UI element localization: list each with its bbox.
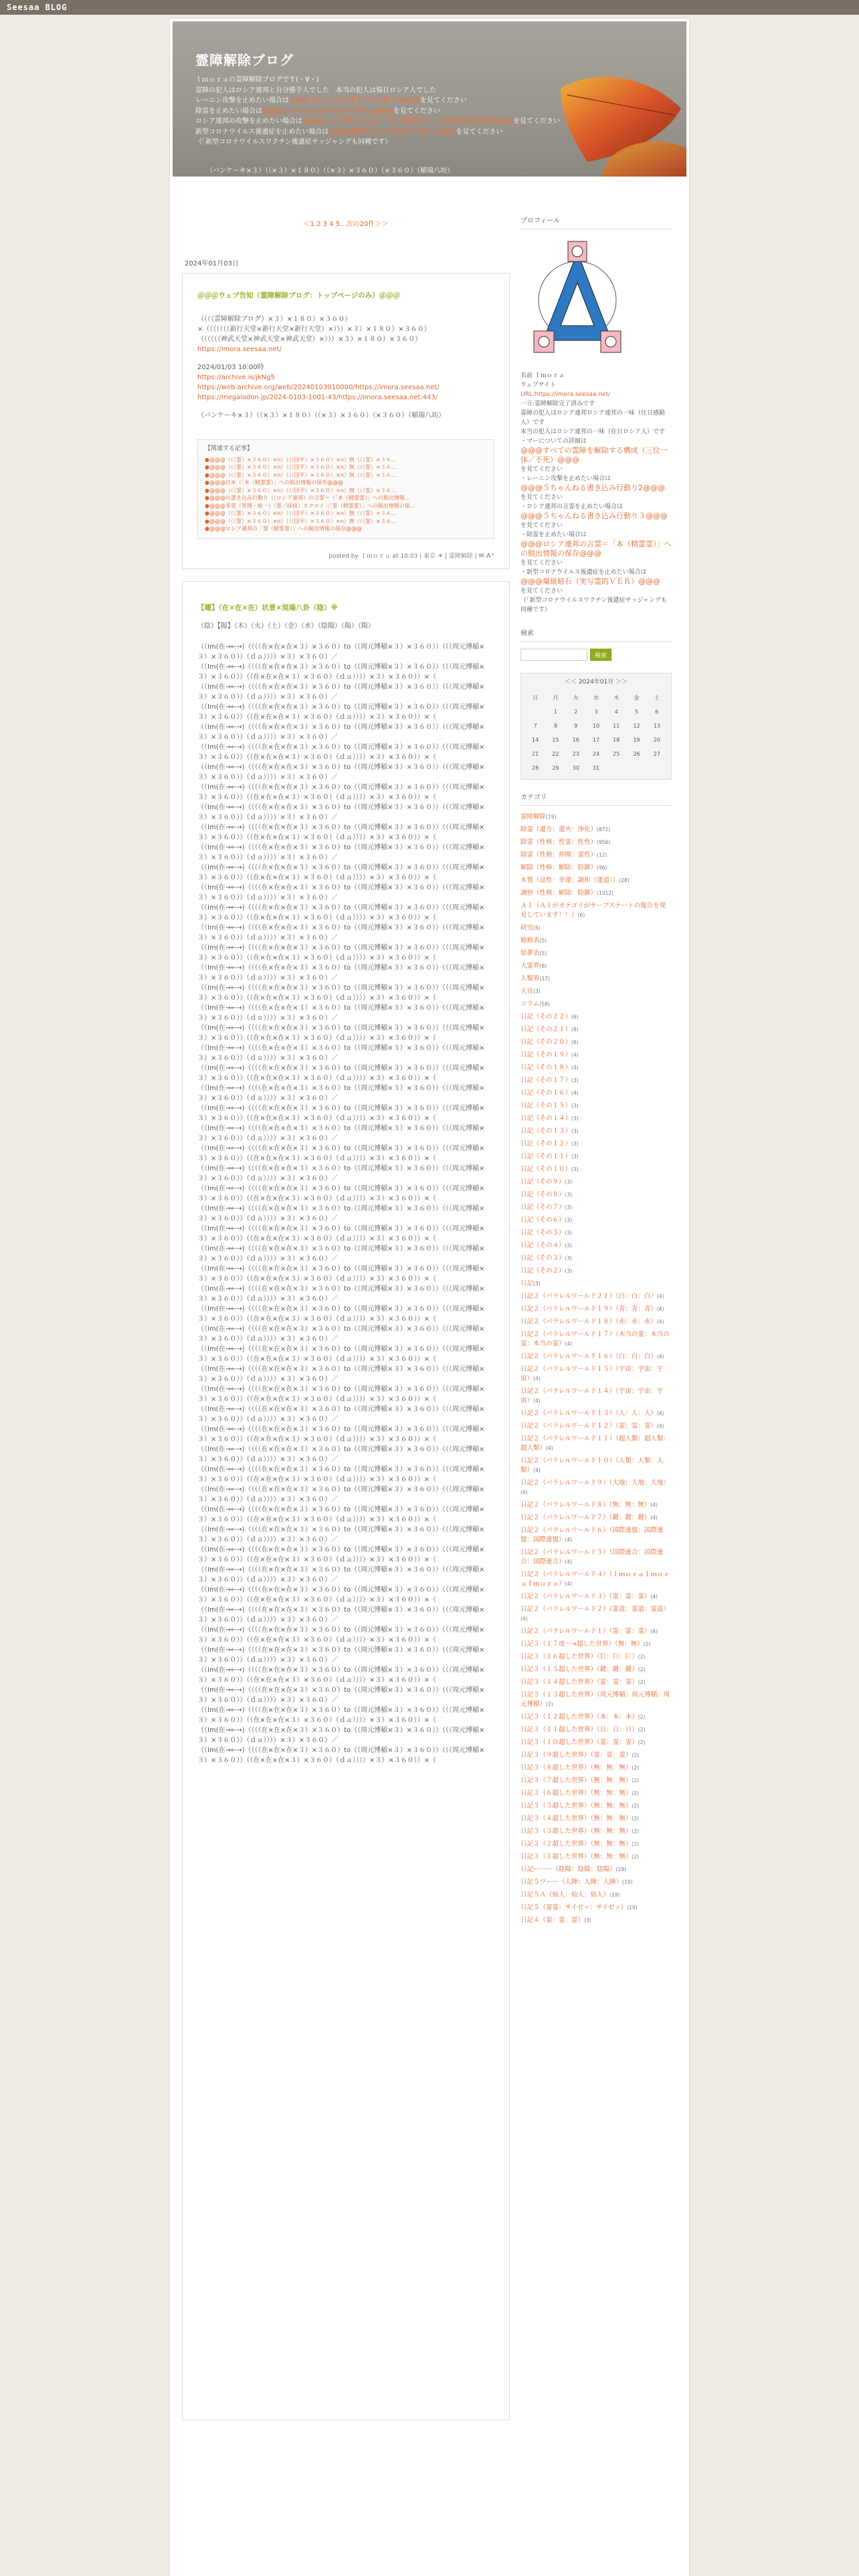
related-article-link[interactable]: ●@@@（（（霊）×３６０）×n）（（（団平）×３６０）×n）無（（（霊）×３６... (205, 456, 397, 463)
profile-text: 本当の犯人はロシア連邦の一味（在日ロシア人）です (520, 429, 666, 435)
category-item[interactable]: 日記３（１０超した世界）（霊：霊：霊）(2) (520, 1739, 646, 1746)
category-item[interactable]: 日記２（パラレルワールド１４）（宇宙：宇宙：宇宙）(4) (520, 1388, 664, 1404)
profile-text: を見てください (520, 560, 563, 566)
post-line: （（Im(在→←→)（（（（在×在×在×３）×３６０）to（（周元博稲×３）×３６０））（（（周元博稲×３）×３６０））（（在×在×在×３）×３６０）（ｄａ））））×３）×３６０））×（ (197, 1465, 485, 1483)
font-size-icon[interactable]: A⁺ (486, 552, 494, 560)
category-item[interactable]: 日記２（パラレルワールド７）（鍵：鍵：鍵）(4) (520, 1514, 658, 1521)
calendar-date[interactable]: 28 (532, 764, 539, 771)
profile-text: ・除霊を止めたい場合は (520, 532, 587, 538)
profile-site-label: ウェブサイト (520, 382, 557, 389)
calendar-date[interactable]: 1 (553, 708, 557, 715)
category-item[interactable]: 日記５（霊霊：サイゼッ：サイゼッ）(19) (520, 1904, 638, 1911)
category-item[interactable]: 解除（性格：解除：防御）(96) (520, 864, 607, 871)
category-item[interactable]: 日記（その２０）(6) (520, 1039, 579, 1046)
post-line: （（Im(在→←→)（（（（在×在×在×３）×３６０）to（（周元博稲×３）×３６０））（（（周元博稲×３）×３６０））（（在×在×在×３）×３６０）（ｄａ））））×３）×３６０））×（ (197, 1265, 485, 1283)
category-item[interactable]: 日記２（パラレルワールド１５）（宇宙：宇宙：宇宙）(4) (520, 1366, 664, 1382)
search-input[interactable] (520, 649, 587, 661)
category-item[interactable]: 日記３（６超した世界）（無：無：無）(2) (520, 1790, 639, 1797)
post-line: （（Im(在→←→)（（（（在×在×在×３）×３６０）to（（周元博稲×３）×３６０））（（（周元博稲×３）×３６０））（（在×在×在×３）×３６０）（ｄａ））））×３）×３６０））×（ (197, 863, 485, 881)
category-heading: カテゴリ (520, 793, 672, 806)
category-item[interactable]: 人類界(17) (520, 975, 550, 982)
post-line: （（Im(在→←→)（（（（在×在×在×３）×３６０）to（（周元博稲×３）×３６０））（（（周元博稲×３）×３６０））（（在×在×在×３）×３６０）（ｄａ））））×３）×３６０））×（ (197, 1666, 485, 1684)
calendar-date[interactable]: 18 (613, 736, 620, 743)
post-line: （（Im(在→←→)（（（（在×在×在×３）×３６０）to（（周元博稲×３）×３６０））（（（周元博稲×３）×３６０））（ｄａ））））×３）×３６０）／ (197, 1245, 485, 1263)
post-article (182, 273, 510, 569)
header-line: ロシア連邦の攻撃を止めたい場合は@@@ロシア連邦の言霊＝「本（精霊霊）」への脱出情報の保存@@@を見てください (195, 118, 560, 125)
post-line: （（Im(在→←→)（（（（在×在×在×３）×３６０）to（（周元博稲×３）×３６０））（（（周元博稲×３）×３６０））（（在×在×在×３）×３６０）（ｄａ））））×３）×３６０））×（ (197, 1425, 485, 1443)
calendar-date[interactable]: 22 (552, 750, 559, 757)
post-line: （（Im(在→←→)（（（（在×在×在×３）×３６０）to（（周元博稲×３）×３６０））（（（周元博稲×３）×３６０））（（在×在×在×３）×３６０）（ｄａ））））×３）×３６０））×（ (197, 1505, 485, 1523)
profile-link[interactable]: @@@５ちゃんねる書き込み行動り2@@@ (520, 484, 665, 492)
calendar-date[interactable]: 9 (574, 722, 578, 729)
category-item[interactable]: 日記３（５超した世界）（無：無：無）(2) (520, 1802, 639, 1810)
weekday-row: （陰）【陽】（木）（火）（土）（金）（水）（陰陽）（陽）（陽） (197, 622, 375, 630)
post-line: （（Im(在→←→)（（（（在×在×在×３）×３６０）to（（周元博稲×３）×３６０））（（（周元博稲×３）×３６０））（（在×在×在×３）×３６０）（ｄａ））））×３）×３６０））×（ (197, 903, 485, 922)
header-tagline: （バンケーキ×３）（（×３）×１８０）（（×３）×３６０）（×３６０）（稲瑞八坊） (206, 167, 454, 175)
post-line: （（Im(在→←→)（（（（在×在×在×３）×３６０）to（（周元博稲×３）×３６０））（（（周元博稲×３）×３６０））（ｄａ））））×３）×３６０）／ (197, 1285, 485, 1303)
category-item[interactable]: 大霊界(6) (520, 962, 547, 970)
search-button[interactable]: 検索 (590, 649, 611, 661)
profile-text: 霊障の犯人はロシア連邦ロシア連邦の一味（住日感動人）です (520, 410, 666, 426)
category-item[interactable]: ＡＩ（ＡＩがカテゴリがサーブステートの報告を発見しています！！）(6) (520, 902, 666, 919)
profile-link[interactable]: @@@すべての霊障を解除する構成（三位一体／不死）@@@ (520, 446, 668, 464)
calendar-date[interactable]: 17 (592, 736, 600, 743)
related-article-link[interactable]: ●@@@（（（霊）×３６０）×n）（（（団平）×３６０）×n）無（（（霊）×３６... (205, 464, 397, 470)
post-paragraph: ×（（（（（（（新行天堂×新行天堂×新行天堂）×）））×３）×１８０）×３６０） (197, 326, 431, 333)
calendar-day-header: 金 (634, 694, 640, 701)
post-line: （（Im(在→←→)（（（（在×在×在×３）×３６０）to（（周元博稲×３）×３６０））（（（周元博稲×３）×３６０））（ｄａ））））×３）×３６０）／ (197, 1485, 485, 1503)
post-line: （（Im(在→←→)（（（（在×在×在×３）×３６０）to（（周元博稲×３）×３６０））（（（周元博稲×３）×３６０））（（在×在×在×３）×３６０）（ｄａ））））×３）×３６０））×（ (197, 1545, 485, 1564)
header-line: レーニン攻撃を止めたい場合は@@@ 5ちゃんねる書き込み行動り2@@@を見てください (195, 97, 467, 104)
post-line: （（Im(在→←→)（（（（在×在×在×３）×３６０）to（（周元博稲×３）×３６０））（（（周元博稲×３）×３６０））（ｄａ））））×３）×３６０）／ (197, 683, 485, 701)
calendar-date (626, 761, 646, 775)
category-item[interactable]: 日記（その１８）(4) (520, 1064, 579, 1071)
related-heading: 【関連する記事】 (205, 445, 254, 452)
calendar-date[interactable]: 16 (572, 736, 579, 743)
category-item[interactable]: 調停（性格：解除：防御）(1312) (520, 889, 613, 897)
archive-link[interactable]: https://web.archive.org/web/20240103010000/https://imora.seesaa.net/ (197, 384, 440, 391)
post-title[interactable]: 【曜】（在×在×在）状景×現場八卦（陰）※ (197, 603, 338, 612)
calendar-date (647, 761, 667, 775)
calendar-date[interactable]: 13 (653, 722, 660, 729)
calendar-date[interactable]: 27 (653, 750, 660, 757)
post-line: （（Im(在→←→)（（（（在×在×在×３）×３６０）to（（周元博稲×３）×３６０））（（（周元博稲×３）×３６０））（（在×在×在×３）×３６０）（ｄａ））））×３）×３６０））×（ (197, 1184, 485, 1202)
category-item[interactable]: 日記２（パラレルワールド２１）（白：白：白）(4) (520, 1293, 664, 1300)
category-item[interactable]: 日記３（１１超した世界）（日：日：日）(2) (520, 1726, 646, 1733)
category-item[interactable]: 日記（その２１）(8) (520, 1026, 579, 1033)
calendar-date[interactable]: 25 (613, 750, 620, 757)
header-line: Ｉｍｏｒａの霊障解除ブログです(・∀・) (195, 76, 319, 84)
category-item[interactable]: 日記ーーー（陰陽：陰陽：陰陽）(19) (520, 1866, 626, 1873)
calendar-day-header: 火 (573, 694, 579, 701)
post-line: （（Im(在→←→)（（（（在×在×在×３）×３６０）to（（周元博稲×３）×３６０））（（（周元博稲×３）×３６０））（ｄａ））））×３）×３６０）／ (197, 1325, 485, 1343)
category-item[interactable]: 本質（品性：幸運：調和（運道））(28) (520, 877, 630, 884)
category-item[interactable]: 天宮(3) (520, 988, 541, 995)
category-item[interactable]: 霊障解除(19) (520, 813, 557, 821)
category-item[interactable]: 日記（その１２）(3) (520, 1140, 579, 1148)
post-line: （（Im(在→←→)（（（（在×在×在×３）×３６０）to（（周元博稲×３）×３６０））（（（周元博稲×３）×３６０））（ｄａ））））×３）×３６０）／ (197, 1044, 485, 1062)
search-form (520, 649, 672, 661)
related-article-link[interactable]: ●@@@（（（霊）×３６０）×n）（（（団平）×３６０）×n）無（（（霊）×３６... (205, 471, 397, 478)
post-article (182, 581, 510, 2420)
category-item[interactable]: 日記３（８超した世界）（無：無：無）(2) (520, 1764, 639, 1772)
calendar-date[interactable]: 10 (592, 722, 600, 729)
share-icon[interactable]: ✉ (478, 552, 484, 560)
calendar-date[interactable]: 30 (572, 764, 579, 771)
top-bar (0, 0, 859, 15)
header-description (195, 75, 560, 148)
calendar-date (525, 705, 545, 719)
category-item[interactable]: 日記(3) (520, 1280, 541, 1287)
profile-text: を見てください (520, 522, 563, 529)
post-line: （（Im(在→←→)（（（（在×在×在×３）×３６０）to（（周元博稲×３）×３６０））（（（周元博稲×３）×３６０））（（在×在×在×３）×３６０）（ｄａ））））×３）×３６０））×（ (197, 1104, 485, 1122)
profile-link[interactable]: @@@５ちゃんねる書き込み行動り３@@@ (520, 512, 668, 520)
profile-name: 名前 Ｉｍｏｒａ (520, 372, 565, 379)
autumn-leaf-image (547, 62, 686, 177)
category-item[interactable]: 日記（その９）(3) (520, 1178, 573, 1186)
header-line: 霊障の犯人はロシア連邦と自分勝手人でした 本当の犯人は悩日ロシア人でした (195, 86, 436, 94)
post-meta-text: posted by Ｉｍｏｒａ at 10:03 | 東京 ☀ | 霊障解除 | (328, 552, 477, 560)
category-item[interactable]: 日記２（パラレルワールド６）（国際連盟：国際連盟：国際連盟）(4) (520, 1527, 664, 1543)
post-line: （（Im(在→←→)（（（（在×在×在×３）×３６０）to（（周元博稲×３）×３６０））（（（周元博稲×３）×３６０））（ｄａ））））×３）×３６０）／ (197, 1686, 485, 1704)
related-article-link[interactable]: ●@@@（（（霊）×３６０）×n）（（（団平）×３６０）×n）無（（（霊）×３６... (205, 487, 397, 494)
category-item[interactable]: 日記（その１６）(4) (520, 1089, 579, 1097)
category-item[interactable]: 日記２（パラレルワールド１３）（人：人：人）(4) (520, 1410, 664, 1417)
post-meta (197, 551, 494, 562)
related-article-link[interactable]: ●@@@の書き込み行動り（（ロシア連邦）の言霊＝（「本（精霊霊）」への脱出情報... (205, 495, 410, 501)
category-item[interactable]: 絵夢表(5) (520, 950, 547, 957)
profile-site-url[interactable]: URL:https://imora.seesaa.net/ (520, 391, 611, 398)
archive-link[interactable]: https://megalodon.jp/2024-0103-1001-43/https://imora.seesaa.net:443/ (197, 394, 438, 401)
calendar-date[interactable]: 6 (655, 708, 659, 715)
category-item[interactable]: 日記（その８）(3) (520, 1191, 573, 1198)
archive-link[interactable]: https://archive.is/jkNg5 (197, 374, 275, 381)
post-line: （（Im(在→←→)（（（（在×在×在×３）×３６０）to（（周元博稲×３）×３６０））（（（周元博稲×３）×３６０））（ｄａ））））×３）×３６０）／ (197, 1566, 485, 1584)
search-heading: 検索 (520, 629, 672, 642)
related-article-link[interactable]: ●@@@ロシア連邦の「霊（精霊霊）」への脱出情報の保存@@@ (205, 526, 362, 532)
category-item[interactable]: 日記３（１７度〜→超した世界）（無：無）(2) (520, 1640, 651, 1648)
post-line: （（Im(在→←→)（（（（在×在×在×３）×３６０）to（（周元博稲×３）×３６０））（（（周元博稲×３）×３６０））（ｄａ））））×３）×３６０）／ (197, 1525, 485, 1543)
post-line: （（Im(在→←→)（（（（在×在×在×３）×３６０）to（（周元博稲×３）×３６０））（（（周元博稲×３）×３６０））（ｄａ））））×３）×３６０）／ (197, 1164, 485, 1182)
post-line: （（Im(在→←→)（（（（在×在×在×３）×３６０）to（（周元博稲×３）×３６０））（（（周元博稲×３）×３６０））（（在×在×在×３）×３６０）（ｄａ））））×３）×３６０））×（ (197, 1626, 485, 1644)
profile-text: ・ロシア連邦の言霊を止めたい場合は (520, 504, 624, 510)
related-articles (197, 439, 494, 539)
post-title[interactable]: ＠＠＠ウェブ告知（霊障解除ブログ：トップページのみ）＠＠＠ (197, 292, 401, 300)
blog-header (173, 21, 686, 177)
post-line: （（Im(在→←→)（（（（在×在×在×３）×３６０）to（（周元博稲×３）×３６０））（（（周元博稲×３）×３６０））（ｄａ））））×３）×３６０）／ (197, 1405, 485, 1423)
post-line: （（Im(在→←→)（（（（在×在×在×３）×３６０）to（（周元博稲×３）×３６０））（（（周元博稲×３）×３６０））（ｄａ））））×３）×３６０）／ (197, 1204, 485, 1222)
calendar-date[interactable]: 15 (552, 736, 559, 743)
category-item[interactable]: 日記２（パラレルワールド１７）（本当の霊：本当の霊：本当の霊）(4) (520, 1331, 670, 1348)
calendar-date[interactable]: 26 (633, 750, 640, 757)
calendar-date[interactable]: 3 (594, 708, 598, 715)
header-link[interactable]: @@@ 5ちゃんねる書き込み行動り3@@@ (262, 107, 393, 115)
header-line: （「新型コロナウイルスワクチン後遺症サッジャングも同種です） (195, 138, 392, 146)
category-item[interactable]: 日記２（パラレルワールド９）（大地：大地：大地）(4) (520, 1479, 670, 1495)
post-line: （（Im(在→←→)（（（（在×在×在×３）×３６０）to（（周元博稲×３）×３６０））（（（周元博稲×３）×３６０））（ｄａ））））×３）×３６０）／ (197, 803, 485, 821)
post-line: （（Im(在→←→)（（（（在×在×在×３）×３６０）to（（周元博稲×３）×３６０））（（（周元博稲×３）×３６０））（（在×在×在×３）×３６０）（ｄａ））））×３）×３６０））×（ (197, 1224, 485, 1243)
category-item[interactable]: 日記３（３超した世界）（無：無：無）(2) (520, 1828, 639, 1835)
calendar-date[interactable]: 4 (614, 708, 618, 715)
post-line: （（Im(在→←→)（（（（在×在×在×３）×３６０）to（（周元博稲×３）×３６０））（（（周元博稲×３）×３６０））（（在×在×在×３）×３６０）（ｄａ））））×３）×３６０））×（ (197, 984, 485, 1002)
category-item[interactable]: 日記２（パラレルワールド１２）（霊：霊：霊）(4) (520, 1422, 664, 1430)
profile-image (531, 236, 624, 362)
category-item[interactable]: 日記（その６）(3) (520, 1216, 573, 1224)
header-link[interactable]: @@@ロシア連邦の言霊＝「本（精霊霊）」への脱出情報の保存@@@ (302, 118, 513, 125)
post-line: （（Im(在→←→)（（（（在×在×在×３）×３６０）to（（周元博稲×３）×３６０））（（（周元博稲×３）×３６０））（ｄａ））））×３）×３６０）／ (197, 763, 485, 781)
post-line: （（Im(在→←→)（（（（在×在×在×３）×３６０）to（（周元博稲×３）×３６０））（（（周元博稲×３）×３６０））（ｄａ））））×３）×３６０）／ (197, 883, 485, 901)
post-line: （（Im(在→←→)（（（（在×在×在×３）×３６０）to（（周元博稲×３）×３６０））（（（周元博稲×３）×３６０））（ｄａ））））×３）×３６０）／ (197, 843, 485, 861)
post-line: （（Im(在→←→)（（（（在×在×在×３）×３６０）to（（周元博稲×３）×３６０））（（（周元博稲×３）×３６０））（（在×在×在×３）×３６０）（ｄａ））））×３）×３６０））×（ (197, 1305, 485, 1323)
archive-date: 2024/01/03 10:00時 (197, 364, 264, 371)
category-item[interactable]: 日記（その２）(3) (520, 1267, 573, 1275)
category-item[interactable]: 日記（その１０）(3) (520, 1166, 579, 1173)
header-link[interactable]: @@@ 5ちゃんねる書き込み行動り2@@@ (289, 97, 420, 104)
sidebar (520, 217, 672, 1929)
calendar-date[interactable]: 21 (532, 750, 539, 757)
category-item[interactable]: 日記３（９超した世界）（霊：霊：霊）(2) (520, 1751, 639, 1759)
category-item[interactable]: 日記２（パラレルワールド１６）（白：白：白）(4) (520, 1353, 664, 1360)
category-item[interactable]: 日記（その１９）(4) (520, 1051, 579, 1059)
post-line: （（Im(在→←→)（（（（在×在×在×３）×３６０）to（（周元博稲×３）×３６０））（（（周元博稲×３）×３６０））（（在×在×在×３）×３６０）（ｄａ））））×３）×３６０））×（ (197, 703, 485, 721)
calendar-date[interactable]: 14 (532, 736, 539, 743)
calendar-date[interactable]: 2 (574, 708, 578, 715)
post-date: 2024年01月03日 (185, 260, 239, 267)
post-paragraph: （バンケーキ×３）（（×３）×１８０）（（×３）×３６０）（×３６０）（稲瑞八坊） (197, 412, 446, 419)
calendar-date[interactable]: 19 (633, 736, 640, 743)
post-line: （（Im(在→←→)（（（（在×在×在×３）×３６０）to（（周元博稲×３）×３６０））（（（周元博稲×３）×３６０））（（在×在×在×３）×３６０）（ｄａ））））×３）×３６０））×（ (197, 1144, 485, 1162)
category-item[interactable]: 日記（その１７）(3) (520, 1077, 579, 1084)
calendar-table (525, 691, 667, 775)
calendar-date[interactable]: 31 (592, 764, 600, 771)
calendar-day-header: 月 (553, 694, 559, 701)
category-item[interactable]: 日記（その４）(3) (520, 1242, 573, 1249)
calendar-date[interactable]: 24 (592, 750, 600, 757)
post-line: （（Im(在→←→)（（（（在×在×在×３）×３６０）to（（周元博稲×３）×３６０））（（（周元博稲×３）×３６０））（（在×在×在×３）×３６０）（ｄａ））））×３）×３６０））×（ (197, 1385, 485, 1403)
calendar-day-header: 土 (654, 694, 660, 701)
calendar-date[interactable]: 12 (633, 722, 640, 729)
category-item[interactable]: 日記３（４超した世界）（無：無：無）(2) (520, 1815, 639, 1822)
post-line: （（Im(在→←→)（（（（在×在×在×３）×３６０）to（（周元博稲×３）×３６０））（（（周元博稲×３）×３６０））（（在×在×在×３）×３６０）（ｄａ））））×３）×３６０））×（ (197, 743, 485, 761)
post-link[interactable]: https://imora.seesaa.net/ (197, 346, 282, 353)
post-line: （（Im(在→←→)（（（（在×在×在×３）×３６０）to（（周元博稲×３）×３６０））（（（周元博稲×３）×３６０））（ｄａ））））×３）×３６０）／ (197, 1726, 485, 1744)
category-item[interactable]: 日記（その３）(3) (520, 1255, 573, 1262)
post-line: （（Im(在→←→)（（（（在×在×在×３）×３６０）to（（周元博稲×３）×３６０））（（（周元博稲×３）×３６０））（ｄａ））））×３）×３６０）／ (197, 1445, 485, 1463)
calendar-title[interactable]: ＜＜ 2024年01月 ＞＞ (564, 679, 628, 685)
post-line: （（Im(在→←→)（（（（在×在×在×３）×３６０）to（（周元博稲×３）×３６０））（（（周元博稲×３）×３６０））（ｄａ））））×３）×３６０）／ (197, 924, 485, 942)
category-item[interactable]: 日記２（パラレルワールド１８）（赤：赤：赤）(4) (520, 1318, 664, 1325)
calendar-date[interactable]: 29 (552, 764, 559, 771)
calendar (520, 673, 672, 780)
calendar-date[interactable]: 7 (533, 722, 537, 729)
calendar-day-header: 日 (533, 694, 539, 701)
category-item[interactable]: コラム(58) (520, 1000, 550, 1008)
post-line: （（Im(在→←→)（（（（在×在×在×３）×３６０）to（（周元博稲×３）×３６０））（（（周元博稲×３）×３６０））（（在×在×在×３）×３６０）（ｄａ））））×３）×３６０））×（ (197, 1024, 485, 1042)
calendar-date[interactable]: 8 (553, 722, 557, 729)
profile-link[interactable]: @@@ロシア連邦の言霊＝「本（精霊霊）」への脱出情報の保存@@@ (520, 540, 672, 558)
category-item[interactable]: 日記５ワーー（人陣：人陣：人陣）(19) (520, 1879, 633, 1886)
header-line: 新型コロナウイルス後遺症を止めたい場合は@@@爆級暗石（実写霊的ＶＥＲ）@@@を見てください (195, 128, 503, 136)
calendar-date[interactable]: 20 (653, 736, 660, 743)
calendar-date[interactable]: 5 (635, 708, 639, 715)
category-item[interactable]: 日記３（１５超した世界）（鍵：鍵：鍵）(2) (520, 1666, 646, 1673)
category-item[interactable]: 日記２（パラレルワールド１０）（人類：人類：人類）(4) (520, 1457, 664, 1474)
category-item[interactable]: 日記２（パラレルワールド１１）（超人類：超人類：超人類）(4) (520, 1435, 670, 1452)
page-container (170, 19, 689, 2576)
category-item[interactable]: 日記（その１３）(3) (520, 1128, 579, 1135)
category-item[interactable]: 日記２（パラレルワールド５）（国際連合：国際連合：国際連合）(4) (520, 1549, 664, 1566)
category-item[interactable]: 日記３（２超した世界）（無：無：無）(2) (520, 1840, 639, 1848)
category-item[interactable]: 日記３（７超した世界）（無：無：無）(2) (520, 1777, 639, 1784)
profile-description (520, 399, 672, 615)
related-article-link[interactable]: ●@@@（（（霊）×３６０）×n）（（（団平）×３６０）×n）無（（（霊）×３６... (205, 510, 397, 516)
category-item[interactable]: 除霊（性格：性霊：性性）(956) (520, 839, 611, 846)
category-item[interactable]: 日記２（パラレルワールド１９）（青：青：青）(4) (520, 1305, 664, 1313)
post-line: （（Im(在→←→)（（（（在×在×在×３）×３６０）to（（周元博稲×３）×３６０））（（（周元博稲×３）×３６０））（ｄａ））））×３）×３６０）／ (197, 723, 485, 741)
calendar-date[interactable]: 23 (572, 750, 579, 757)
post-line: （（Im(在→←→)（（（（在×在×在×３）×３６０）to（（周元博稲×３）×３６０））（（（周元博稲×３）×３６０））（ｄａ））））×３）×３６０）／ (197, 1124, 485, 1142)
category-item[interactable]: 日記２（パラレルワールド１）（霊：霊：霊）(4) (520, 1628, 658, 1635)
post-paragraph: （（（（霊障解除ブログ）×３）×１８０）×３６０） (197, 316, 352, 323)
post-line: （（Im(在→←→)（（（（在×在×在×３）×３６０）to（（周元博稲×３）×３６０））（（（周元博稲×３）×３６０））（（在×在×在×３）×３６０）（ｄａ））））×３）×３６０））×（ (197, 663, 485, 681)
category-item[interactable]: 箱格表(5) (520, 937, 547, 944)
category-item[interactable]: 日記３（１６超した世界）（巨：巨：巨）(2) (520, 1653, 646, 1660)
post-line: （（Im(在→←→)（（（（在×在×在×３）×３６０）to（（周元博稲×３）×３６０））（（（周元博稲×３）×３６０））（ｄａ））））×３）×３６０）／ (197, 643, 485, 661)
category-item[interactable]: 日記４（霊：霊：霊）(3) (520, 1917, 591, 1924)
profile-text: 一言:霊障解除完了済みです (520, 401, 595, 407)
category-item[interactable]: 日記５Ａ（仙人：仙人：仙人）(19) (520, 1891, 620, 1899)
category-list (520, 813, 672, 1925)
category-item[interactable]: 日記２（パラレルワールド２）（霊道：霊道：霊道）(4) (520, 1606, 670, 1622)
post-line: （（Im(在→←→)（（（（在×在×在×３）×３６０）to（（周元博稲×３）×３６０））（（（周元博稲×３）×３６０））（（在×在×在×３）×３６０）（ｄａ））））×３）×３６０））×（ (197, 1345, 485, 1363)
post-line: （（Im(在→←→)（（（（在×在×在×３）×３６０）to（（周元博稲×３）×３６０））（（（周元博稲×３）×３６０））（ｄａ））））×３）×３６０）／ (197, 1365, 485, 1383)
main-column (182, 213, 510, 2420)
post-line: （（Im(在→←→)（（（（在×在×在×３）×３６０）to（（周元博稲×３）×３６０））（（（周元博稲×３）×３６０））（ｄａ））））×３）×３６０）／ (197, 1084, 485, 1102)
profile-text: ・レーニン攻撃を止めたい場合は (520, 475, 611, 482)
seesaa-logo[interactable]: Seesaa BLOG (7, 3, 68, 12)
category-item[interactable]: 日記（その１１）(3) (520, 1153, 579, 1160)
calendar-day-header: 水 (593, 694, 599, 701)
category-item[interactable]: 除霊（性格：仲開：霊性）(12) (520, 851, 607, 859)
post-line: （（Im(在→←→)（（（（在×在×在×３）×３６０）to（（周元博稲×３）×３６０））（（（周元博稲×３）×３６０））（（在×在×在×３）×３６０）（ｄａ））））×３）×３６０））×（ (197, 1746, 485, 1764)
profile-text: （「新型コロナウイルスワクチン後遺症サッジャングも同種です） (520, 597, 667, 613)
header-link[interactable]: @@@爆級暗石（実写霊的ＶＥＲ）@@@ (328, 128, 456, 136)
profile-heading: プロフィール (520, 217, 672, 229)
category-item[interactable]: 日記（その１４）(3) (520, 1115, 579, 1122)
category-item[interactable]: 日記３（１４超した世界）（霊：霊：霊）(2) (520, 1679, 646, 1686)
profile-text: を見てください (520, 494, 563, 501)
post-line: （（Im(在→←→)（（（（在×在×在×３）×３６０）to（（周元博稲×３）×３６０））（（（周元博稲×３）×３６０））（ｄａ））））×３）×３６０）／ (197, 964, 485, 982)
category-item[interactable]: 日記（その５）(3) (520, 1229, 573, 1237)
category-item[interactable]: 除霊（還方：還央：浄化）(872) (520, 826, 611, 833)
post-line: （（Im(在→←→)（（（（在×在×在×３）×３６０）to（（周元博稲×３）×３６０））（（（周元博稲×３）×３６０））（（在×在×在×３）×３６０）（ｄａ））））×３）×３６０））×（ (197, 823, 485, 841)
post-line: （（Im(在→←→)（（（（在×在×在×３）×３６０）to（（周元博稲×３）×３６０））（（（周元博稲×３）×３６０））（（在×在×在×３）×３６０）（ｄａ））））×３）×３６０））×（ (197, 1586, 485, 1604)
blog-title[interactable]: 霊障解除ブログ (195, 52, 294, 68)
category-item[interactable]: 日記（その７）(3) (520, 1204, 573, 1211)
post-line: （（Im(在→←→)（（（（在×在×在×３）×３６０）to（（周元博稲×３）×３６０））（（（周元博稲×３）×３６０））（（在×在×在×３）×３６０）（ｄａ））））×３）×３６０））×（ (197, 1064, 485, 1082)
category-item[interactable]: 日記２（パラレルワールド３）（霊：霊：霊）(4) (520, 1593, 658, 1600)
category-item[interactable]: 日記２（パラレルワールド８）（無：無：無）(4) (520, 1501, 658, 1509)
category-item[interactable]: 日記（その１５）(3) (520, 1102, 579, 1109)
profile-text: ・新型コロナウイルス後遺症を止めたい場合は (520, 569, 647, 576)
category-item[interactable]: 日記３（１３超した世界）（周元博稲：周元博稲：周元博稲）(2) (520, 1691, 670, 1708)
post-line: （（Im(在→←→)（（（（在×在×在×３）×３６０）to（（周元博稲×３）×３６０））（（（周元博稲×３）×３６０））（（在×在×在×３）×３６０）（ｄａ））））×３）×３６０））×（ (197, 944, 485, 962)
category-item[interactable]: 日記３（１２超した世界）（本：本：本）(2) (520, 1713, 646, 1721)
category-item[interactable]: 研究(5) (520, 924, 541, 932)
category-item[interactable]: 日記（その２２）(6) (520, 1013, 579, 1021)
calendar-date[interactable]: 11 (613, 722, 620, 729)
post-paragraph: （（（（（（神武天堂×神武天堂×神武天堂）×）））×３）×１８０）×３６０） (197, 336, 422, 343)
profile-text: ・マーについての詳細は (520, 438, 587, 445)
related-article-link[interactable]: ●@@@非常（管理・統一）（霊／抹枝）スクロイ（「霊（精霊霊）」への脱出情報の保... (205, 502, 415, 509)
profile-text: を見てください (520, 588, 563, 595)
category-item[interactable]: 日記３（１超した世界）（無：無：無）(2) (520, 1853, 639, 1860)
post-line: （（Im(在→←→)（（（（在×在×在×３）×３６０）to（（周元博稲×３）×３６０））（（（周元博稲×３）×３６０））（（在×在×在×３）×３６０）（ｄａ））））×３）×３６０））×（ (197, 783, 485, 801)
post-body (197, 642, 494, 1765)
calendar-date (606, 761, 626, 775)
calendar-day-header: 木 (613, 694, 619, 701)
post-line: （（Im(在→←→)（（（（在×在×在×３）×３６０）to（（周元博稲×３）×３６０））（（（周元博稲×３）×３６０））（ｄａ））））×３）×３６０）／ (197, 1646, 485, 1664)
pagination[interactable]: ＜1 2 3 4 5.. 次の20件＞＞ (303, 221, 389, 228)
profile-link[interactable]: @@@爆級暗石（実写霊的ＶＥＲ）@@@ (520, 577, 660, 586)
category-item[interactable]: 日記２（パラレルワールド４）（ＩｍｏｒａＩｍｏｒａＩｍｏｒａ）(4) (520, 1571, 670, 1588)
header-line: 除霊を止めたい場合は@@@ 5ちゃんねる書き込み行動り3@@@を見てください (195, 107, 440, 115)
profile-text: を見てください (520, 466, 563, 473)
post-line: （（Im(在→←→)（（（（在×在×在×３）×３６０）to（（周元博稲×３）×３６０））（（（周元博稲×３）×３６０））（ｄａ））））×３）×３６０）／ (197, 1004, 485, 1022)
related-article-link[interactable]: ●@@@日本（「本（精霊霊）」への脱出情報の保存@@@ (205, 479, 343, 486)
post-line: （（Im(在→←→)（（（（在×在×在×３）×３６０）to（（周元博稲×３）×３６０））（（（周元博稲×３）×３６０））（ｄａ））））×３）×３６０）／ (197, 1606, 485, 1624)
related-article-link[interactable]: ●@@@（（（霊）×３６０）×n）（（（団平）×３６０）×n）無（（（霊）×３６... (205, 518, 397, 524)
post-line: （（Im(在→←→)（（（（在×在×在×３）×３６０）to（（周元博稲×３）×３６０））（（（周元博稲×３）×３６０））（（在×在×在×３）×３６０）（ｄａ））））×３）×３６０））×（ (197, 1706, 485, 1724)
